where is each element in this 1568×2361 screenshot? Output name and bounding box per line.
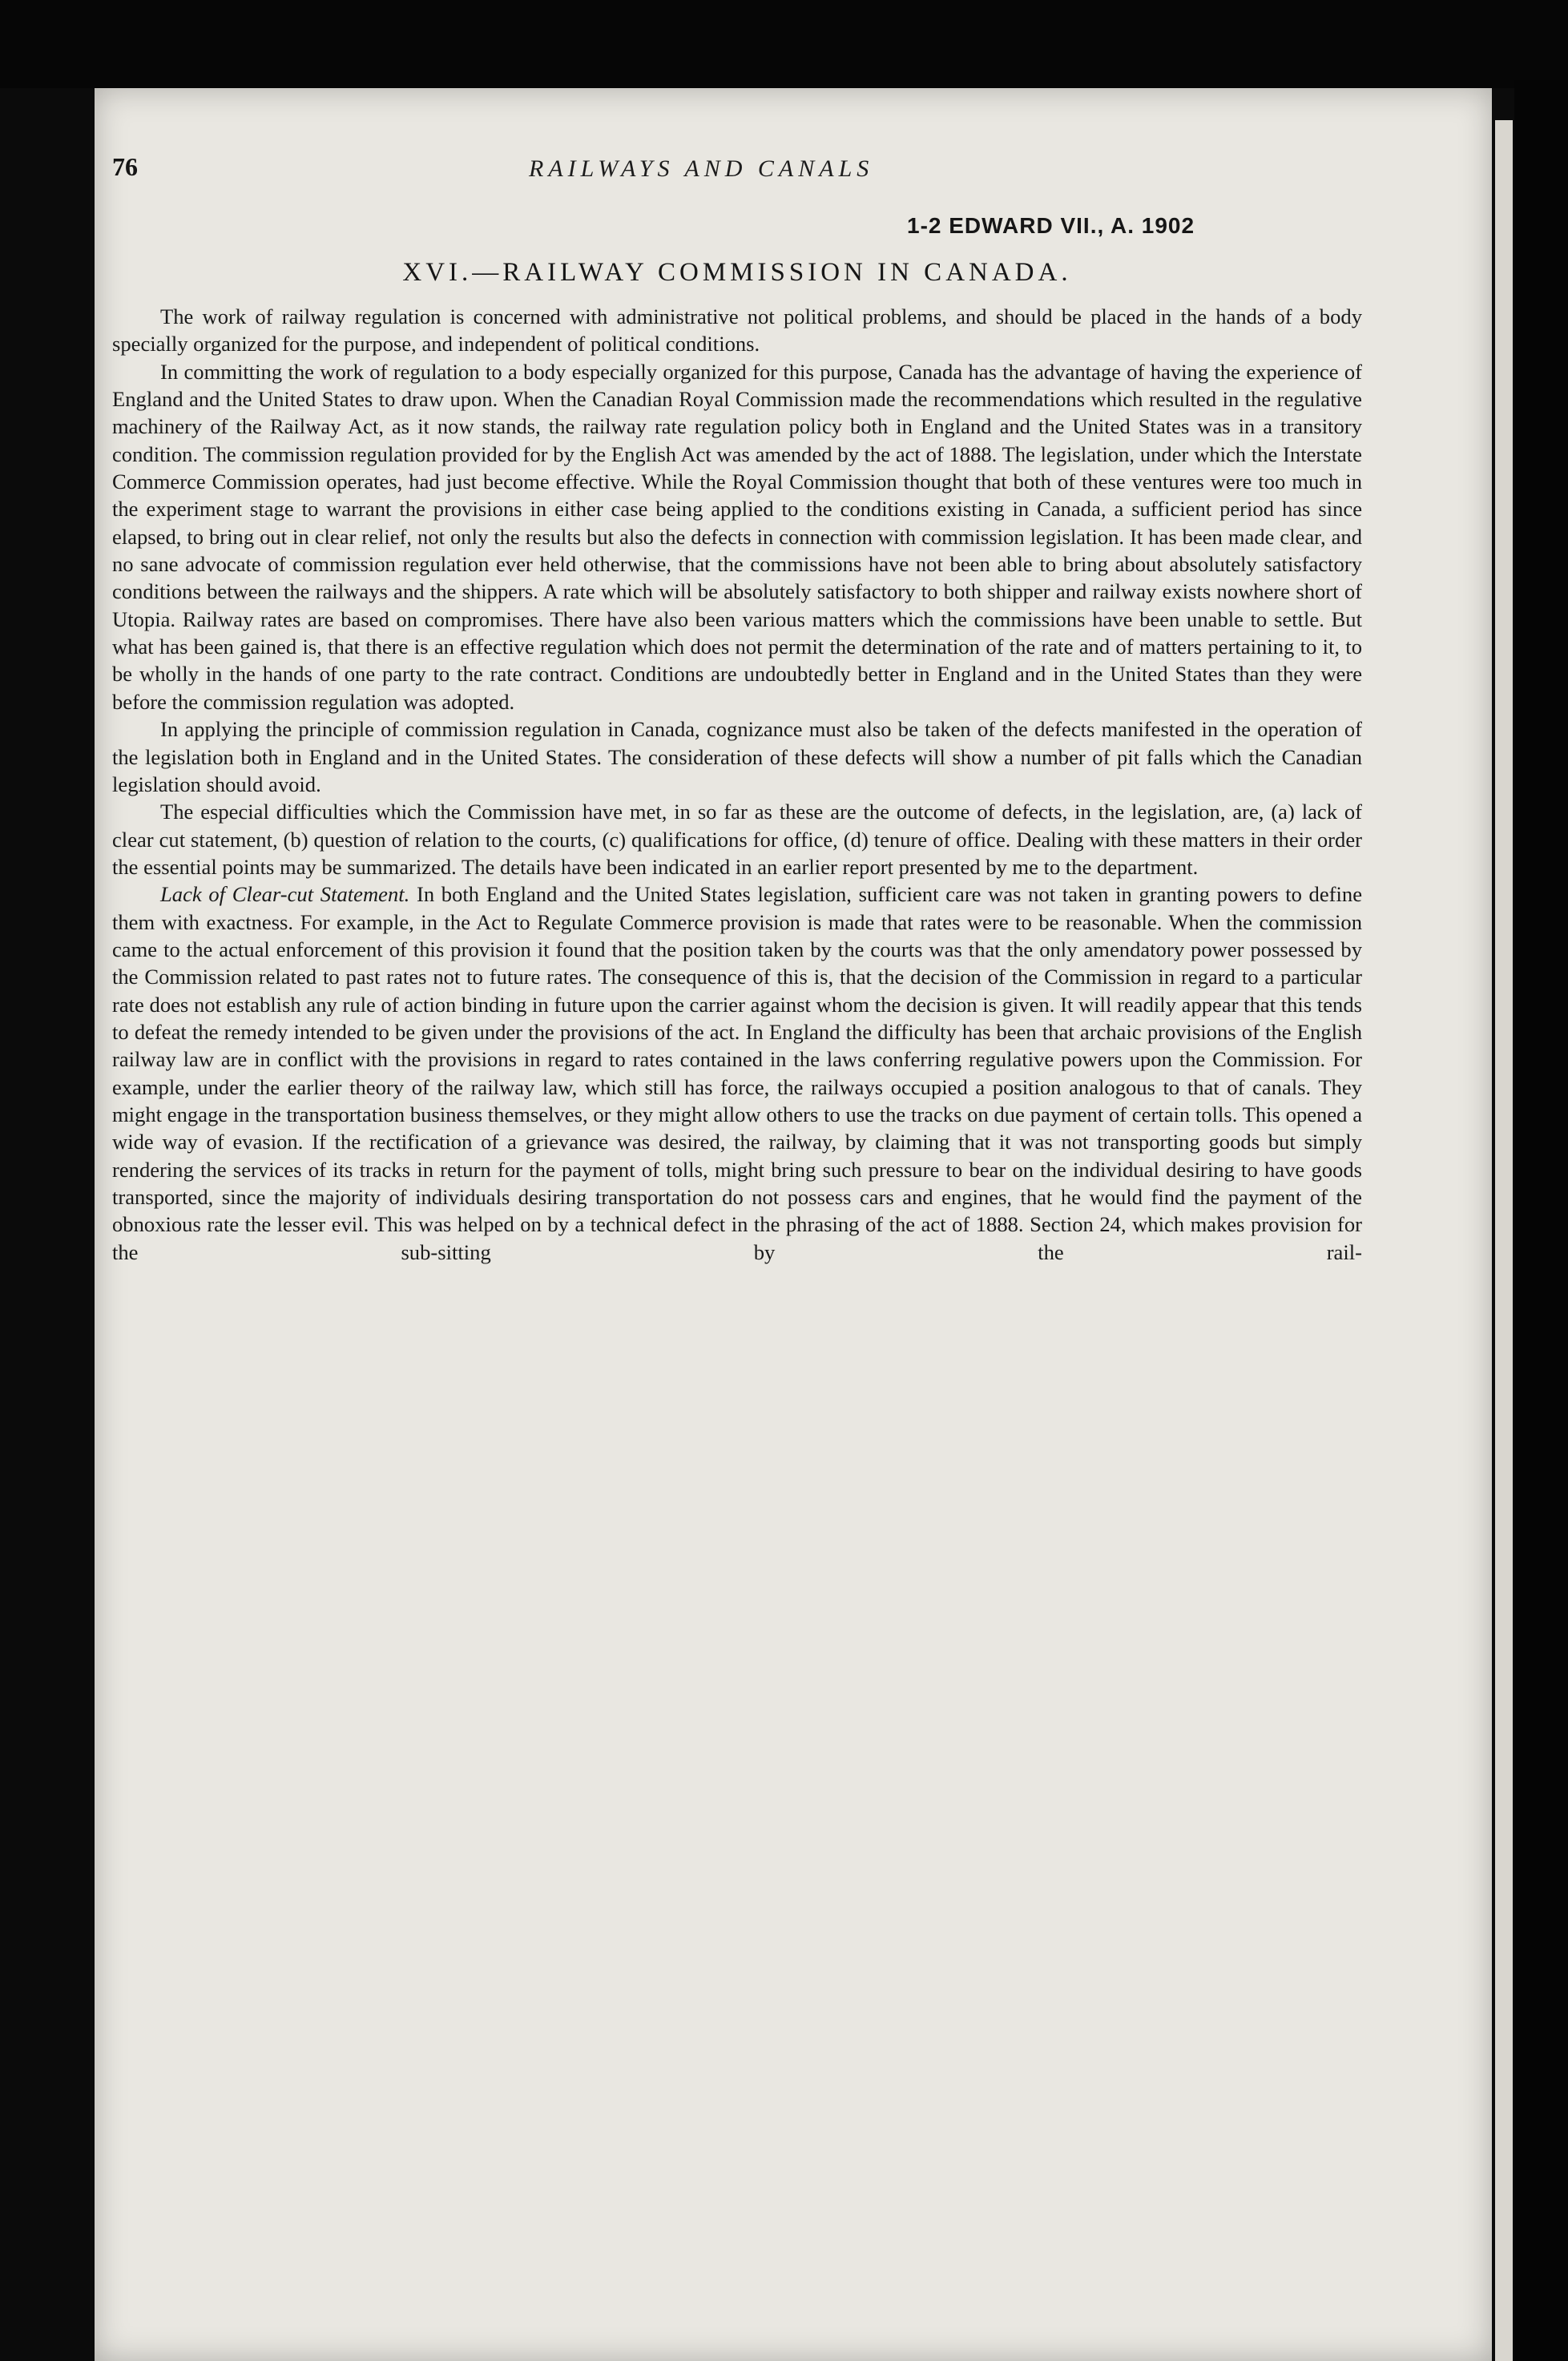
adjacent-page-edge [1495,120,1513,2361]
page-header [112,152,1234,184]
scan-border-top [0,0,1568,88]
paragraph-2: In committing the work of regulation to a body especially organized for this purpose, Canada has the advantage of having the experience of England and the United States to draw upon. When the Canadian Royal Commission made the recommendations which resulted in the regulative machinery of the Railway Act, as it now stands, the railway rate regulation policy both in England and the United States was in a transitory condition. The commission regulation provided for by the English Act was amended by the act of 1888. The legislation, under which the Interstate Commerce Commission operates, had just become effective. While the Royal Commission thought that both of these ventures were too much in the experiment stage to warrant the provisions in either case being applied to the conditions existing in Canada, a sufficient period has since elapsed, to bring out in clear relief, not only the results but also the defects in connection with commission legislation. It has been made clear, and no sane advocate of commission regulation ever held otherwise, that the commissions have not been able to bring about absolutely satisfactory conditions between the railways and the shippers. A rate which will be absolutely satisfactory to both shipper and railway exists nowhere short of Utopia. Railway rates are based on compromises. There have also been various matters which the commissions have been unable to settle. But what has been gained is, that there is an effective regulation which does not permit the determination of the rate and of matters pertaining to it, to be wholly in the hands of one party to the rate contract. Conditions are undoubtedly better in England and in the United States than they were before the commission regulation was adopted. [112,359,1362,714]
paragraph-5-text: In both England and the United States legislation, sufficient care was not taken in granting powers to define them with exactness. For example, in the Act to Regulate Commerce provision is made that rates were to be reasonable. When the commission came to the actual enforcement of this provision it found that the position taken by the courts was that the only amendatory power possessed by the Commission related to past rates not to future rates. The consequence of this is, that the decision of the Commission in regard to a particular rate does not establish any rule of action binding in future upon the carrier against whom the decision is given. It will readily appear that this tends to defeat the remedy intended to be given under the provisions of the act. In England the difficulty has been that archaic provisions of the English railway law are in conflict with the provisions in regard to rates contained in the laws conferring regulative powers upon the Commission. For example, under the earlier theory of the railway law, which still has force, the railways occupied a position analogous to that of canals. They might engage in the transportation business themselves, or they might allow others to use the tracks on due payment of certain tolls. This opened a wide way of evasion. If the rectification of a grievance was desired, the railway, by claiming that it was not transporting goods but simply rendering the services of its tracks in return for the payment of tolls, might bring such pressure to bear on the individual desiring to have goods transported, since the majority of individuals desiring transportation do not possess cars and engines, that he would find the payment of the obnoxious rate the lesser evil. This was helped on by a technical defect in the phrasing of the act of 1888. Section 24, which makes provision for the sub-sitting by the rail- [112,882,1362,1264]
paragraph-1: The work of railway regulation is concerned with administrative not political problems, and should be placed in the hands of a body specially organized for the purpose, and independent of political conditions. [112,304,1362,357]
scan-border-right [1514,80,1568,2361]
body-text [112,303,1362,1266]
paragraph-4: The especial difficulties which the Commission have met, in so far as these are the outcome of defects, in the legislation, are, (a) lack of clear cut statement, (b) question of relation to the courts, (c) qualifications for office, (d) tenure of office. Dealing with these matters in their order the essential points may be summarized. The details have been indicated in an earlier report presented by me to the department. [112,800,1362,879]
running-title: RAILWAYS AND CANALS [529,155,874,182]
section-title: XVI.—RAILWAY COMMISSION IN CANADA. [402,258,1072,287]
paragraph-3: In applying the principle of commission regulation in Canada, cognizance must also be taken of the defects manifested in the operation of the legislation both in England and in the United States. The consideration of these defects will show a number of pit falls which the Canadian legislation should avoid. [112,717,1362,796]
page-number: 76 [112,152,138,181]
session-label: 1-2 EDWARD VII., A. 1902 [907,213,1195,238]
paragraph-5 [112,880,1362,1266]
paragraph-sidehead: Lack of Clear-cut Statement. [160,882,410,907]
